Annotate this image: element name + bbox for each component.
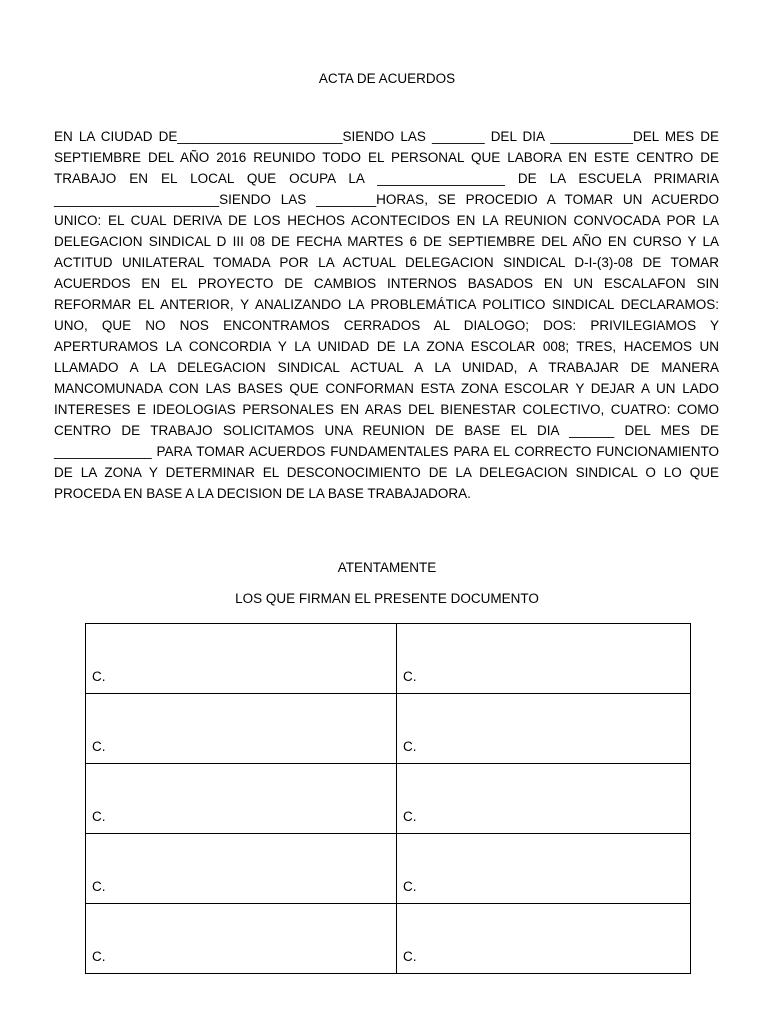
signature-cell: C.: [86, 764, 397, 834]
signature-cell: C.: [397, 624, 691, 694]
signers-caption: LOS QUE FIRMAN EL PRESENTE DOCUMENTO: [235, 591, 539, 606]
document-title: ACTA DE ACUERDOS: [318, 71, 456, 86]
signature-row: [86, 764, 691, 834]
signature-cell: C.: [397, 694, 691, 764]
signature-cell: C.: [86, 694, 397, 764]
signature-cell: C.: [397, 764, 691, 834]
signature-row: [86, 904, 691, 974]
signature-cell: C.: [86, 834, 397, 904]
signature-cell: C.: [86, 904, 397, 974]
signature-cell: C.: [397, 904, 691, 974]
signature-row: [86, 834, 691, 904]
signature-row: [86, 694, 691, 764]
signature-table: [85, 623, 691, 974]
document-body: EN LA CIUDAD DE______________________SIENDO LAS _______ DEL DIA ___________DEL MES DE SEPTIEMBRE DEL AÑO 2016 REUNIDO TODO EL PERSONAL QUE LABORA EN ESTE CENTRO DE TRABAJO EN EL LOCAL QUE OCUPA LA _________________ DE LA ESCUELA PRIMARIA ______________________SIENDO LAS ________HORAS, SE PROCEDIO A TOMAR UN ACUERDO UNICO: EL CUAL DERIVA DE LOS HECHOS ACONTECIDOS EN LA REUNION CONVOCADA POR LA DELEGACION SINDICAL D III 08 DE FECHA MARTES 6 DE SEPTIEMBRE DEL AÑO EN CURSO Y LA ACTITUD UNILATERAL TOMADA POR LA ACTUAL DELEGACION SINDICAL D-I-(3)-08 DE TOMAR ACUERDOS EN EL PROYECTO DE CAMBIOS INTERNOS BASADOS EN UN ESCALAFON SIN REFORMAR EL ANTERIOR, Y ANALIZANDO LA PROBLEMÁTICA POLITICO SINDICAL DECLARAMOS: UNO, QUE NO NOS ENCONTRAMOS CERRADOS AL DIALOGO; DOS: PRIVILEGIAMOS Y APERTURAMOS LA CONCORDIA Y LA UNIDAD DE LA ZONA ESCOLAR 008; TRES, HACEMOS UN LLAMADO A LA DELEGACION SINDICAL ACTUAL A LA UNIDAD, A TRABAJAR DE MANERA MANCOMUNADA CON LAS BASES QUE CONFORMAN ESTA ZONA ESCOLAR Y DEJAR A UN LADO INTERESES E IDEOLOGIAS PERSONALES EN ARAS DEL BIENESTAR COLECTIVO, CUATRO: COMO CENTRO DE TRABAJO SOLICITAMOS UNA REUNION DE BASE EL DIA ______ DEL MES DE _____________ PARA TOMAR ACUERDOS FUNDAMENTALES PARA EL CORRECTO FUNCIONAMIENTO DE LA ZONA Y DETERMINAR EL DESCONOCIMIENTO DE LA DELEGACION SINDICAL O LO QUE PROCEDA EN BASE A LA DECISION DE LA BASE TRABAJADORA.: [54, 129, 719, 501]
closing-line: ATENTAMENTE: [337, 560, 437, 575]
signature-row: [86, 624, 691, 694]
signature-cell: C.: [86, 624, 397, 694]
signature-cell: C.: [397, 834, 691, 904]
